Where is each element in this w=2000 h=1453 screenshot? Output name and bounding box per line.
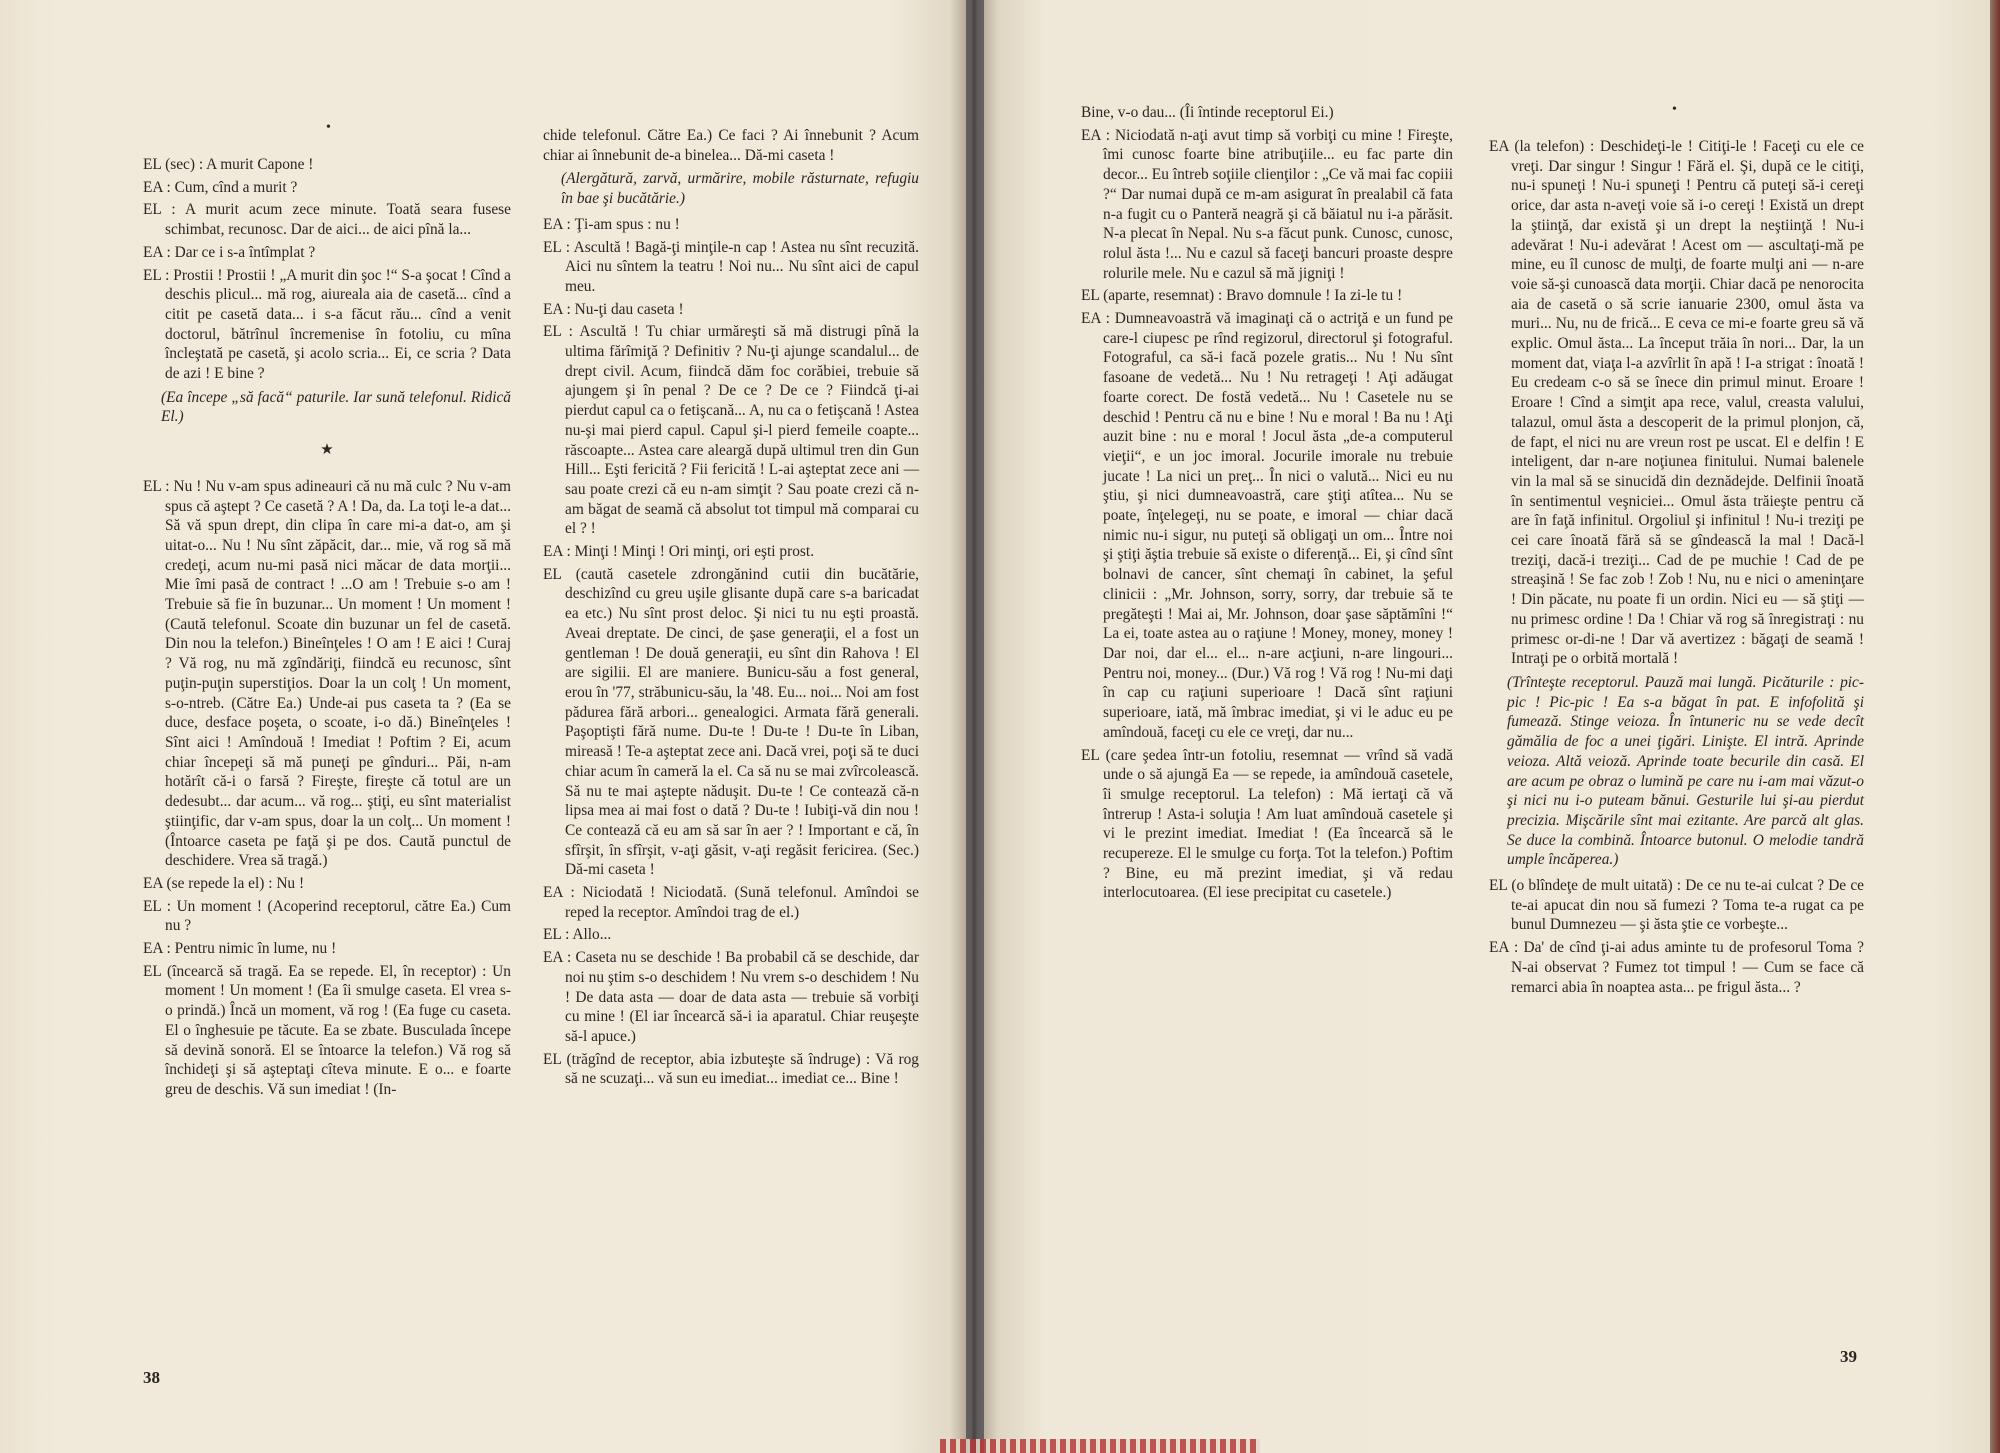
dialogue-line: EL : Un moment ! (Acoperind receptorul, către Ea.) Cum nu ? [143, 897, 511, 935]
dialogue-line: EA : Nu-ţi dau caseta ! [543, 300, 684, 318]
dialogue-line: EA : Caseta nu se deschide ! Ba probabil că se deschide, dar noi nu ştim s-o deschidem ! Nu vrem s-o deschidem ! Nu ! De data asta — doar de data asta — trebuie să vorbiţi cu mine ! (El iar încearcă să-i ia aparatul. Chiar reuşeşte să-l apuce.) [543, 949, 919, 1045]
dialogue-line: EL (sec) : A murit Capone ! [143, 156, 314, 173]
dialogue-line: EA : Dumneavoastră vă imaginaţi că o actriţă e un fund pe care-l ciupesc pe rînd regizorul, directorul şi fotograful. Fotograful, ca să-i facă pozele gratis... Nu ! Nu sînt fasoane de vedetă... Nu ! Nu retrageţi ! Aţi adăugat foarte corect. De fostă vedetă... Nu ! Casetele nu se deschid ! Pentru că nu e bine ! Nu e moral ! Ba nu ! Aţi auzit bine : nu e moral ! Jocul ăsta „de-a computerul vieţii“, e un joc imoral. Jocurile imorale nu trebuie jucate ! La nici un preţ... În nici o valută... Nici eu nu ştiu, şi nici dumneavoastră, care ştiţi atîtea... Nu se poate, înţelegeţi, nu se poate, e imoral — chiar dacă nimic nu-i sigur, nu puteţi să obligaţi un om... Între noi şi ştiţi ăştia trebuie să existe o diferenţă... Ei, şi cînd sînt bolnavi de cancer, sînt chemaţi în cabinet, la şeful clinicii : „Mr. Johnson, sorry, sorry, dar trebuie să te pregăteşti ! Mai ai, Mr. Johnson, doar şase săptămîni !“ La ei, toate astea au o raţiune ! Money, money, money ! Dar noi, dar el... el... n-are acţiuni, n-are lingouri... Pentru noi, money... (Dur.) Vă rog ! Vă rog ! Nu-mi daţi în cap cu raţiuni superioare ! Dacă sînt raţiuni superioare, iată, mă îmbrac imediat, şi vi le aduc eu pe amîndouă, faceţi cu ele ce vreţi, dar nu... [1081, 310, 1453, 741]
dialogue-line: EL (o blîndeţe de mult uitată) : De ce nu te-ai culcat ? De ce te-ai apucat din nou să fumezi ? Toma te-a rugat ca pe bunul Dumnezeu — şi ăsta ştie ce vorbeşte... [1489, 877, 1864, 934]
dialogue-line: EL : Nu ! Nu v-am spus adineauri că nu mă culc ? Nu v-am spus că aştept ? Ce casetă ? A ! Da, da. La toţi le-a dat... Să vă spun drept, din clipa în care mi-a dat-o, am şi uitat-o... Nu ! Nu sînt zăpăcit, dar... mie, vă rog să mă credeţi, acum nu-mi pasă nici măcar de data morţii... Mie îmi pasă de contract ! ...O am ! Trebuie s-o am ! Trebuie să fie în buzunar... Un moment ! Un moment ! (Caută telefonul. Scoate din buzunar un fel de casetă. Din nou la telefon.) Bineînţeles ! O am ! E aici ! Curaj ? Vă rog, nu mă zgîndăriţi, fiindcă eu recunosc, sînt puţin-puţin superstiţios. Doar la un colţ ! Un moment, s-o-ntreb. (Către Ea.) Unde-ai pus caseta ta ? (Ea se duce, desface poşeta, o scoate, i-o dă.) Bineînţeles ! Sînt aici ! Amîndouă ! Imediat ! Poftim ? Ei, acum chiar începeţi să mă puneţi pe gînduri... Păi, n-am hotărît că-i o farsă ? Fireşte, fireşte că totul are un dedesubt... dar acum... vă rog... ştiţi, eu sînt materialist ştiinţific, dar v-am spus, doar la un colţ... Un moment ! (Întoarce caseta pe faţă şi pe dos. Caută punctul de deschidere. Vrea să tragă.) [143, 477, 511, 870]
dialogue-line: EL : Ascultă ! Tu chiar urmăreşti să mă distrugi pînă la ultima fărîmiţă ? Definitiv ? Nu-ţi ajunge scandalul... de drept civil. Acum, fiindcă dăm foc corăbiei, trebuie să ajungem şi în penal ? De ce ? De ce ? Fiindcă ţi-ai pierdut capul ca o fetişcană... A, nu ca o fetişcană ! Astea nu-şi mai pierd capul. Capul şi-l pierd femeile coapte... răscoapte... Astea care aleargă după ultimul tren din Gun Hill... Eşti fericită ? Fii fericită ! L-ai aşteptat zece ani — sau poate crezi că eu n-am simţit ? Sau poate crezi că n-am băgat de seamă că absolut tot timpul mă comparai cu el ? ! [543, 323, 919, 538]
dialogue-line: EA (se repede la el) : Nu ! [143, 874, 305, 892]
dialogue-line: EL : Allo... [543, 926, 612, 944]
stage-direction: (Trînteşte receptorul. Pauză mai lungă. Picăturile : pic-pic ! Pic-pic ! Ea s-a băgat în pat. E infofolită şi fumează. Stinge veioza. În întuneric nu se vede decît gămălia de foc a unei ţigări. Linişte. El intră. Aprinde veioza. Altă veioză. Aprinde toate becurile din casă. El are acum pe obraz o lumină pe care nu i-am mai văzut-o şi nici nu i-o puteam bănui. Gesturile lui şi-au pierdut precizia. Mişcările sînt mai ezitante. Are parcă alt glas. Se duce la combină. Întoarce butonul. O melodie tandră umple încăperea.) [1507, 673, 1864, 869]
dialogue-line: EL : A murit acum zece minute. Toată seara fusese schimbat, recunosc. Dar de aici... de aici pînă la... [143, 201, 511, 239]
dialogue-line: chide telefonul. Către Ea.) Ce faci ? Ai înnebunit ? Acum chiar ai înnebunit de-a binelea... Dă-mi caseta ! [543, 127, 919, 164]
right-column-1 [1081, 103, 1453, 906]
dialogue-line: EA (la telefon) : Deschideţi-le ! Citiţi-le ! Faceţi cu ele ce vreţi. Dar singur ! Singur ! Fără el. Şi, după ce le citiţi, nu-i spuneţi ! Nu-i spuneţi ! Pentru că puteţi să-i cereţi orice, dar asta n-aveţi voie să i-o cereţi ! Există un drept la ştiinţă, dar există şi un drept la neştiinţă ! Nu-i adevărat ! Nu-i adevărat ! Acest om — ascultaţi-mă pe mine, eu îl cunosc de mulţi, de foarte mulţi ani — n-are voie să-şi cunoască data morţii. Chiar dacă pe nenorocita aia de casetă o să scrie ianuarie 2300, omul ăsta va muri... Nu, nu de frică... E ceva ce mi-e foarte greu să vă explic. Omul ăsta... La început trăia în nori... Dar, la un moment dat, viaţa l-a azvîrlit în apă ! I-a strigat : înoată ! Eu credeam c-o să se înece din primul minut. Eroare ! Eroare ! Cînd a simţit apa rece, valul, creasta valului, talazul, omul ăsta a descoperit de la primul plonjon, că, de fapt, el nici nu are vreun rost pe uscat. El e delfin ! E inteligent, dar n-are noţiunea finitului. Numai balenele vin la mal să se sinucidă din deznădejde. Delfinii înoată în sentimentul veşniciei... Omul ăsta trăieşte pentru că are în faţă infinitul. Orgoliul şi infinitul ! Nu-i treziţi pe cei care înoată fără să se gîndească la mal ! Dacă-l treziţi, dacă-i treziţi... Cad de pe muchie ! Cad de pe streaşină ! Se fac zob ! Zob ! Nu, nu e nici o ameninţare ! Din păcate, nu poate fi un ordin. Nici eu — să ştiţi — nu primesc ordine ! Da ! Chiar vă rog să înregistraţi : nu primesc or-di-ne ! Dar vă avertizez : băgaţi de seamă ! Intraţi pe o orbită mortală ! [1489, 138, 1864, 668]
dialogue-line: EA : Niciodată ! Niciodată. (Sună telefonul. Amîndoi se reped la receptor. Amîndoi trag de el.) [543, 884, 919, 921]
dialogue-line: EL (care şedea într-un fotoliu, resemnat — vrînd să vadă unde o să ajungă Ea — se repede, ia amîndouă casetele, îi smulge receptorul. La telefon) : Mă iertaţi că vă întrerup ! Asta-i soluţia ! Am luat amîndouă casetele şi vi le prezint imediat. Imediat ! (Ea încearcă să le recupereze. El le smulge cu forţa. Tot la telefon.) Poftim ? Bine, eu mă prezint imediat, şi vă redau interlocutoarea. (El iese precipitat cu casetele.) [1081, 746, 1453, 902]
dialogue-line: EA : Niciodată n-aţi avut timp să vorbiţi cu mine ! Fireşte, îmi cunosc foarte bine atribuţiile... eu fac parte din decor... Eu întreb soţiile clienţilor : „Ce vă mai fac copiii ?“ Dar numai după ce m-am asigurat în prealabil că fata n-a fugit cu o Panteră neagră şi că băiatul nu i-a părăsit. N-a plecat în Nepal. Nu s-a făcut punk. Cunosc, cunosc, rolul ăsta !... Nu e cazul să faceţi bancuri proaste despre rolurile mele. Nu e cazul să mă jigniţi ! [1081, 126, 1453, 282]
right-column-2 [1489, 137, 1864, 1000]
left-column-2 [543, 126, 919, 1092]
dialogue-line: EA : Dar ce i s-a întîmplat ? [143, 243, 316, 261]
cover-edge [1990, 0, 2000, 1453]
dialogue-line: EL : Ascultă ! Bagă-ţi minţile-n cap ! Astea nu sînt recuzită. Aici nu sîntem la teatru ! Noi nu... Nu sînt aici de capul meu. [543, 238, 919, 295]
dialogue-line: EL (caută casetele zdrongănind cutii din bucătărie, deschizînd cu greu uşile glisante după care s-a baricadat ea etc.) Nu sînt prost deloc. Şi nici tu nu eşti proastă. Aveai dreptate. De cinci, de şase generaţii, el a fost un gentleman ! De două generaţii, eu sînt din Rahova ! El are sigilii. El are maniere. Bunicu-său a fost general, erou în '77, străbunicu-său, la '48. Eu... noi... Noi am fost pădurea fără arbori... genealogici. Armata fără generali. Paşoptişti fără nume. Du-te ! Du-te ! Du-te în Liban, mireasă ! Te-a aşteptat zece ani. Dacă vrei, poţi să te duci chiar acum în cameră la el. Ca să nu se mai zvîrcolească. Să nu te mai aştepte năduşit. Du-te ! Ce contează că-n lipsa mea ai mai fost o dată ? Du-te ! Iubiţi-vă din nou ! Ce contează că eu am să sar în aer ? ! Important e că, în sfîrşit, în sfîrşit, v-aţi găsit, v-aţi regăsit fericirea. (Sec.) Dă-mi caseta ! [543, 565, 919, 879]
page-number: 38 [143, 1368, 160, 1387]
stage-direction: (Ea începe „să facă“ paturile. Iar sună telefonul. Ridică El.) [161, 388, 511, 426]
section-star: ★ [320, 442, 334, 459]
book-gutter [950, 0, 998, 1453]
dialogue-line: EL (încearcă să tragă. Ea se repede. El, în receptor) : Un moment ! Un moment ! (Ea îi smulge caseta. El vrea s-o prindă.) Încă un moment, vă rog ! (Ea fuge cu caseta. El o înghesuie pe tăcute. Ea se zbate. Busculada începe să devină sonoră. El se întoarce la telefon.) Vă rog să închideţi şi să aşteptaţi cîteva minute. E o... e foarte greu de deschis. Vă sun imediat ! (In- [143, 962, 511, 1098]
dialogue-line: EL (aparte, resemnat) : Bravo domnule ! Ia zi-le tu ! [1081, 287, 1403, 305]
stage-direction: (Alergătură, zarvă, urmărire, mobile răsturnate, refugiu în bae şi bucătărie.) [561, 170, 919, 208]
binding-strip [940, 1439, 1260, 1453]
dialogue-line: EA : Da' de cînd ţi-ai adus aminte tu de profesorul Toma ? N-ai observat ? Fumez tot timpul ! — Cum se face că remarci abia în noaptea asta... pe frigul ăsta... ? [1489, 939, 1864, 996]
page-number: 39 [1840, 1347, 1857, 1366]
page-ornament: • [1672, 102, 1677, 117]
dialogue-line: EL : Prostii ! Prostii ! „A murit din şoc !“ S-a şocat ! Cînd a deschis plicul... mă rog, aiureala aia de casetă... cînd a citit pe casetă data... i s-a făcut rău... cînd a venit doctorul, bătrînul încremenise în fotoliu, cu mîna încleştată pe casetă, şi acolo scria... Ei, ce scria ? Data de azi ! E bine ? [143, 266, 511, 383]
dialogue-line: EA : Cum, cînd a murit ? [143, 178, 298, 196]
dialogue-line: EL (trăgînd de receptor, abia izbuteşte să îndruge) : Vă rog să ne scuzaţi... vă sun eu imediat... imediat ce... Bine ! [543, 1050, 919, 1088]
dialogue-line: Bine, v-o dau... (Îi întinde receptorul Ei.) [1081, 104, 1334, 121]
dialogue-line: EA : Ţi-am spus : nu ! [543, 215, 680, 233]
right-page [984, 0, 1990, 1453]
dialogue-line: EA : Pentru nimic în lume, nu ! [143, 940, 337, 958]
left-page [0, 0, 966, 1453]
left-column-1 [143, 155, 511, 1103]
dialogue-line: EA : Minţi ! Minţi ! Ori minţi, ori eşti prost. [543, 543, 815, 561]
page-ornament: • [326, 120, 331, 135]
